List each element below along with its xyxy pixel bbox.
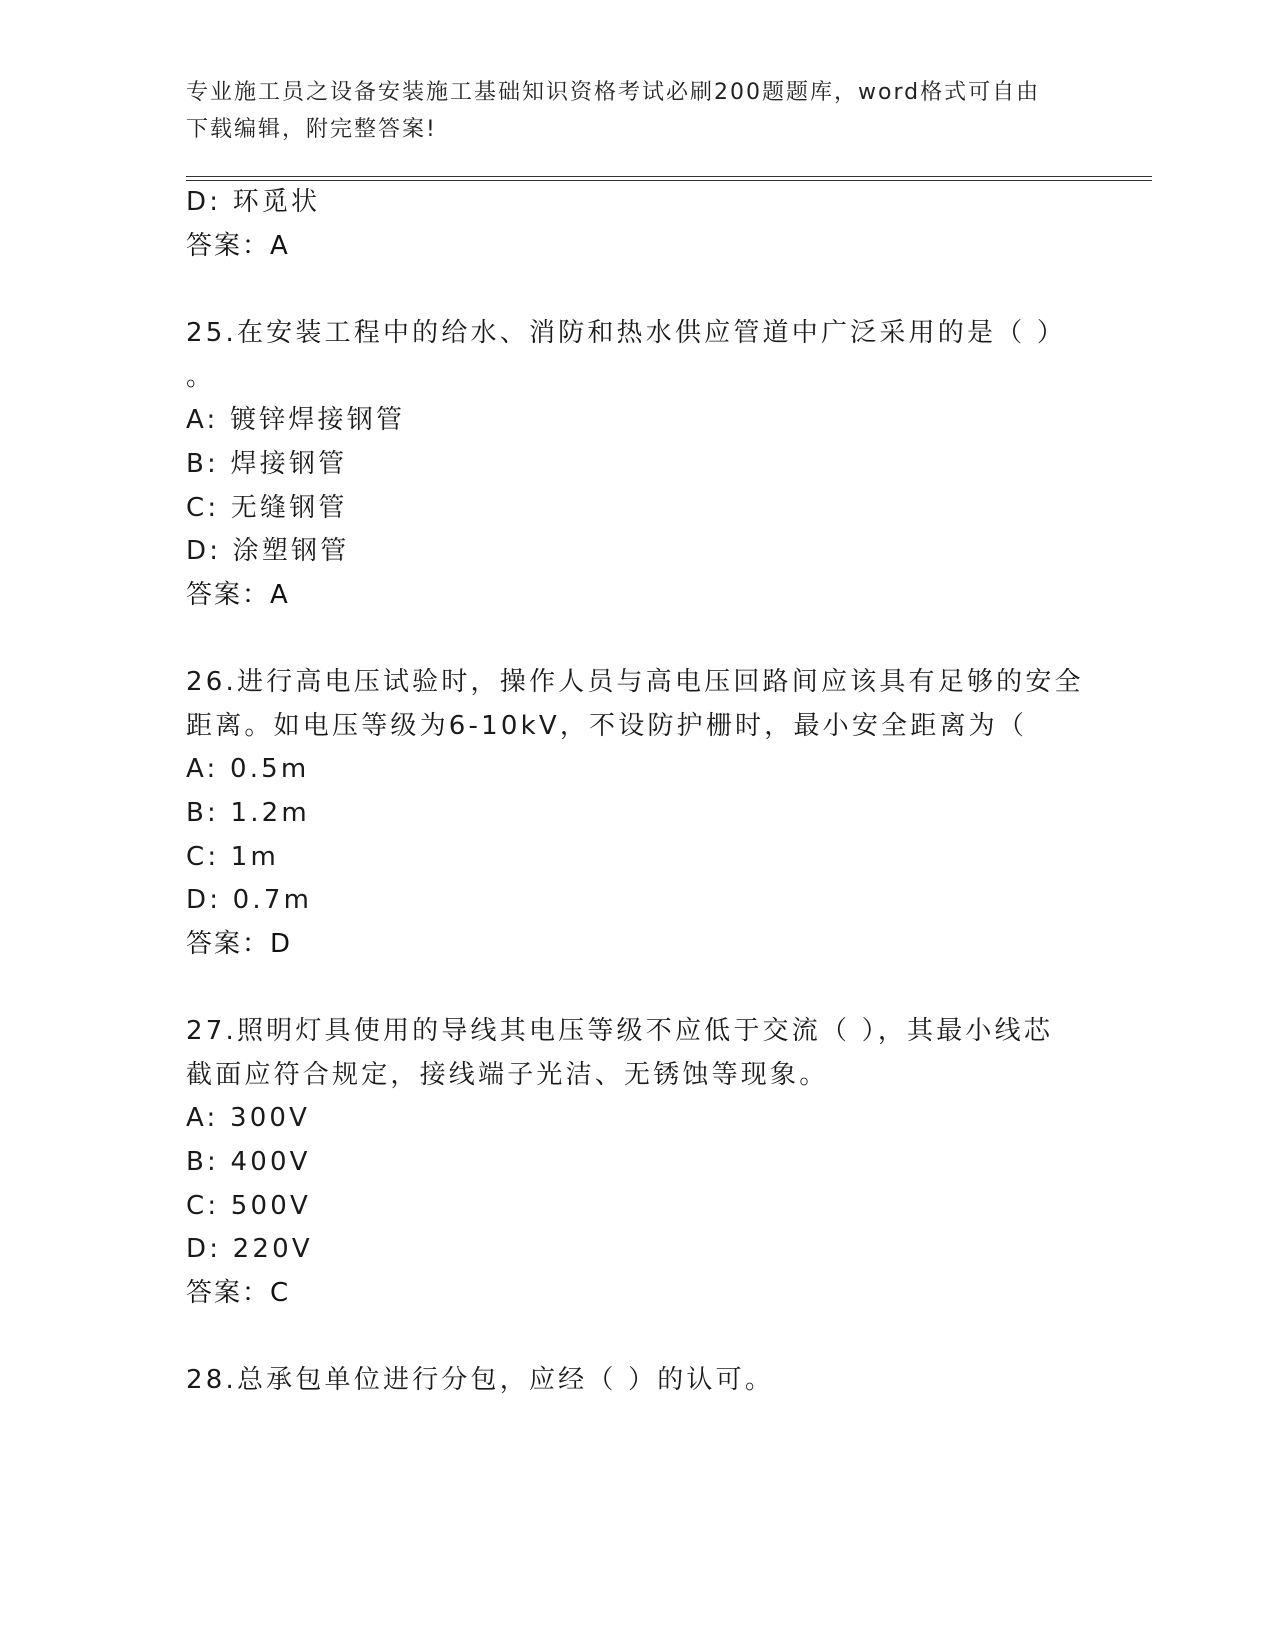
q26-option-c: C: 1m xyxy=(186,842,280,872)
q28-stem-line-1: 28.总承包单位进行分包，应经（ ）的认可。 xyxy=(186,1365,775,1395)
prev-answer: 答案：A xyxy=(186,231,290,261)
q27-option-c: C: 500V xyxy=(186,1191,311,1221)
q26-option-a: A: 0.5m xyxy=(186,754,310,784)
q25-answer: 答案：A xyxy=(186,580,290,610)
document-header xyxy=(186,74,1066,148)
q26-option-d: D: 0.7m xyxy=(186,885,313,915)
q26-answer: 答案：D xyxy=(186,929,293,959)
q25-option-c: C: 无缝钢管 xyxy=(186,493,348,523)
q27-answer: 答案：C xyxy=(186,1278,291,1308)
q25-option-d: D: 涂塑钢管 xyxy=(186,536,350,566)
prev-option-d: D: 环觅状 xyxy=(186,187,321,217)
q27-stem-line-1: 27.照明灯具使用的导线其电压等级不应低于交流（ ），其最小线芯 xyxy=(186,1016,1054,1046)
q27-option-d: D: 220V xyxy=(186,1234,313,1264)
q26-stem-line-1: 26.进行高电压试验时，操作人员与高电压回路间应该具有足够的安全 xyxy=(186,667,1084,697)
header-title-line-1: 专业施工员之设备安装施工基础知识资格考试必刷200题题库，word格式可自由 xyxy=(186,80,1041,105)
q25-stem-line-2: 。 xyxy=(186,362,216,392)
q25-option-b: B: 焊接钢管 xyxy=(186,449,348,479)
q25-option-a: A: 镀锌焊接钢管 xyxy=(186,405,406,435)
header-title-line-2: 下载编辑，附完整答案! xyxy=(186,117,437,142)
q26-option-b: B: 1.2m xyxy=(186,798,310,828)
q26-stem-line-2: 距离。如电压等级为6-10kV，不设防护栅时，最小安全距离为（ xyxy=(186,711,1028,741)
header-divider xyxy=(186,176,1152,181)
q27-option-b: B: 400V xyxy=(186,1147,311,1177)
q27-stem-line-2: 截面应符合规定，接线端子光洁、无锈蚀等现象。 xyxy=(186,1060,829,1090)
q27-option-a: A: 300V xyxy=(186,1103,311,1133)
q25-stem-line-1: 25.在安装工程中的给水、消防和热水供应管道中广泛采用的是（ ） xyxy=(186,318,1067,348)
